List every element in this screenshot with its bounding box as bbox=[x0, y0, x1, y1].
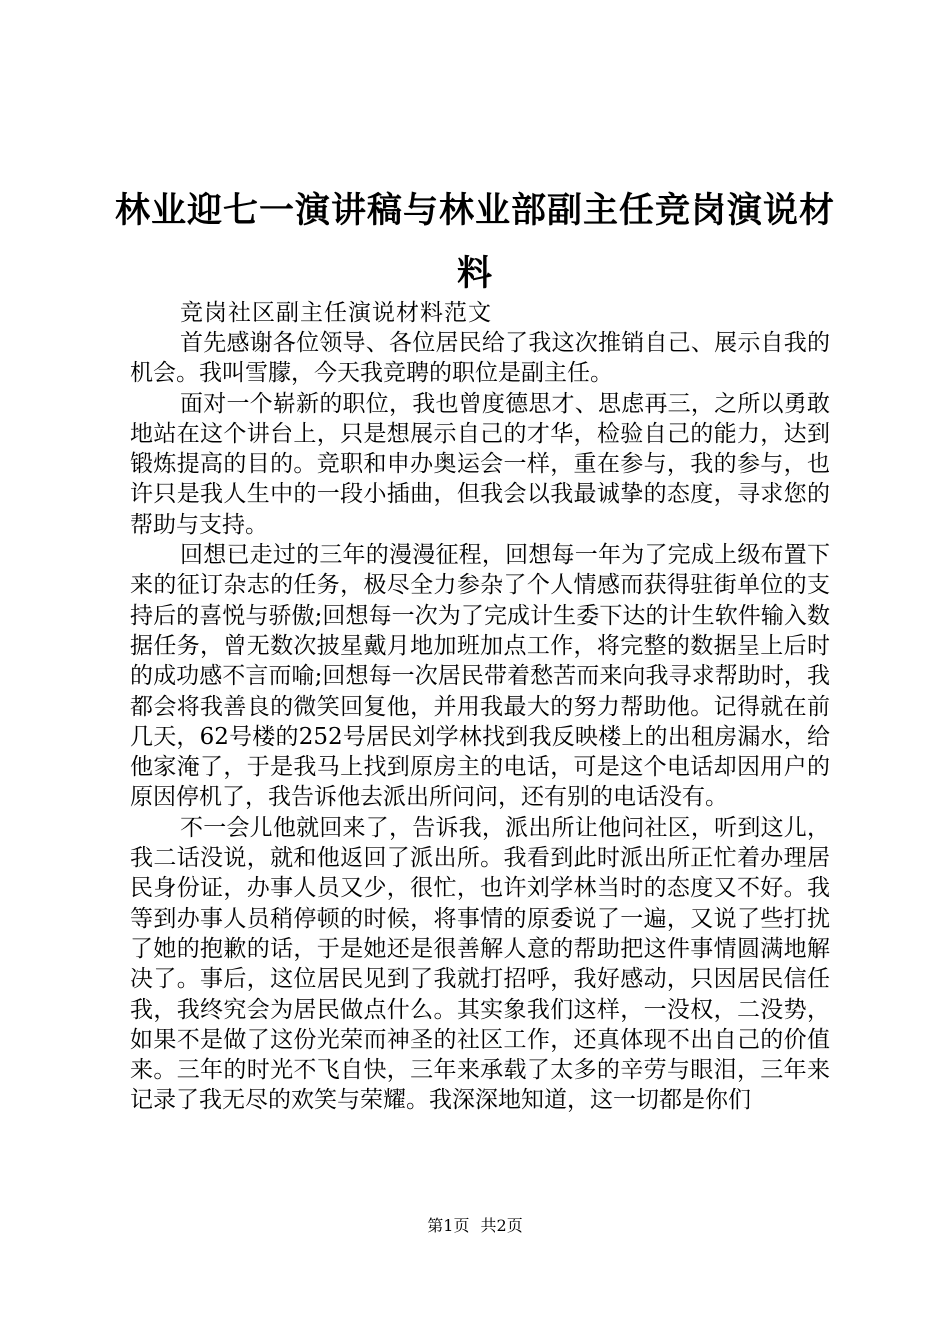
paragraph-1: 首先感谢各位领导、各位居民给了我这次推销自己、展示自我的机会。我叫雪朦，今天我竞聘的职位是副主任。 bbox=[130, 330, 830, 387]
paragraph-3: 回想已走过的三年的漫漫征程，回想每一年为了完成上级布置下来的征订杂志的任务，极尽全力参杂了个人情感而获得驻街单位的支持后的喜悦与骄傲;回想每一次为了完成计生委下达的计生软件输入数据任务，曾无数次披星戴月地加班加点工作，将完整的数据呈上后时的成功感不言而喻;回想每一次居民带着愁苦而来向我寻求帮助时，我都会将我善良的微笑回复他，并用我最大的努力帮助他。记得就在前几天，62号楼的252号居民刘学林找到我反映楼上的出租房漏水，给他家淹了，于是我马上找到原房主的电话，可是这个电话却因用户的原因停机了，我告诉他去派出所问问，还有别的电话没有。 bbox=[130, 542, 830, 811]
document-subtitle: 竞岗社区副主任演说材料范文 bbox=[180, 300, 492, 326]
document-body bbox=[130, 298, 830, 1116]
page-number: 第1页 bbox=[427, 1216, 470, 1235]
paragraph-4: 不一会儿他就回来了，告诉我，派出所让他问社区，听到这儿，我二话没说，就和他返回了派出所。我看到此时派出所正忙着办理居民身份证，办事人员又少，很忙，也许刘学林当时的态度又不好。我等到办事人员稍停顿的时候，将事情的原委说了一遍，又说了些打扰了她的抱歉的话，于是她还是很善解人意的帮助把这件事情圆满地解决了。事后，这位居民见到了我就打招呼，我好感动，只因居民信任我，我终究会为居民做点什么。其实象我们这样，一没权，二没势，如果不是做了这份光荣而神圣的社区工作，还真体现不出自己的价值来。三年的时光不飞自快，三年来承载了太多的辛劳与眼泪，三年来记录了我无尽的欢笑与荣耀。我深深地知道，这一切都是你们 bbox=[130, 814, 830, 1114]
document-title: 林业迎七一演讲稿与林业部副主任竞岗演说材料 bbox=[114, 191, 835, 294]
total-pages: 共2页 bbox=[480, 1216, 523, 1235]
page-footer bbox=[0, 1216, 950, 1236]
paragraph-2: 面对一个崭新的职位，我也曾度德思才、思虑再三，之所以勇敢地站在这个讲台上，只是想展示自己的才华，检验自己的能力，达到锻炼提高的目的。竞职和申办奥运会一样，重在参与，我的参与，也许只是我人生中的一段小插曲，但我会以我最诚挚的态度，寻求您的帮助与支持。 bbox=[130, 390, 830, 538]
